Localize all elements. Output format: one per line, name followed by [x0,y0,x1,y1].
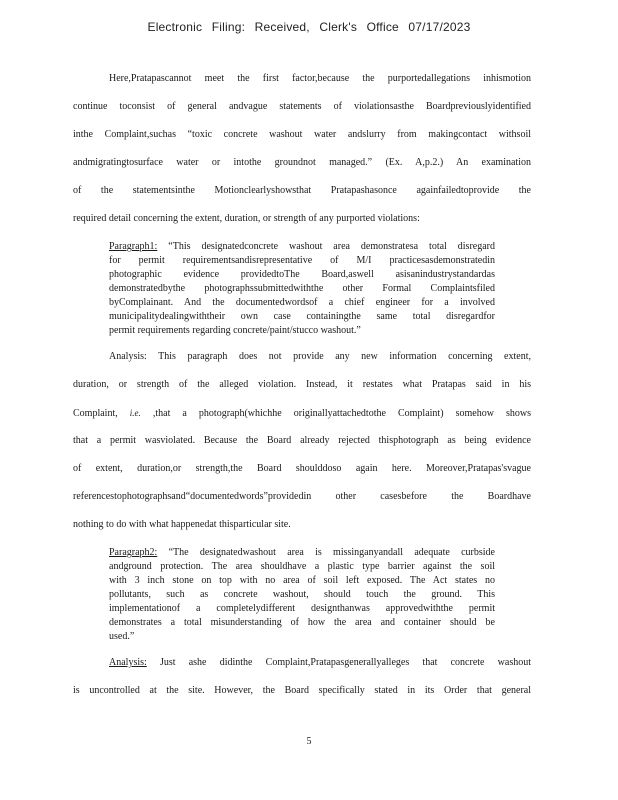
quote-line: used.” [109,631,135,642]
text-span: Complaint, [73,408,130,419]
quote-text: “The designatedwashout area is missinganyandall adequate curbside [157,547,495,558]
quote-line: implementationof a completelydifferent designthanwas approvedwiththe permit [109,603,495,614]
text-line: required detail concerning the extent, duration, or strength of any purported violations: [73,213,420,224]
analysis-paragraph-1 [73,350,531,546]
text-line [73,406,531,434]
page-number: 5 [306,736,312,747]
quote-line: permit requirements regarding concrete/paint/stucco washout.” [109,325,361,336]
quote-line: demonstrates a total misunderstanding of how the area and container should be [109,617,495,628]
quote-line [109,240,495,254]
quote-line: pollutants, such as concrete washout, should touch the ground. This [109,589,495,600]
filing-stamp-header: Electronic Filing: Received, Clerk's Office 07/17/2023 [147,20,471,34]
text-span: Just ashe didinthe Complaint,Pratapasgenerallyalleges that concrete washout [146,657,531,668]
text-line: is uncontrolled at the site. However, the Board specifically stated in its Order that general [73,685,531,696]
text-line: duration, or strength of the alleged violation. Instead, it restates what Pratapas said in his [73,379,531,390]
intro-paragraph [73,72,531,240]
quote-line: byComplainant. And the documentedwordsof a chief engineer for a involved [109,297,495,308]
quote-line: with 3 inch stone on top with no area of soil left exposed. The Act states no [109,575,495,586]
quote-line: municipalitydealingwiththeir own case containingthe same total disregardfor [109,311,495,322]
text-line: of extent, duration,or strength,the Board shoulddoso again here. Moreover,Pratapas'svague [73,463,531,474]
text-line: andmigratingtosurface water or intothe groundnot managed.” (Ex. A,p.2.) An examination [73,157,531,168]
text-line: Here,Pratapascannot meet the first factor,because the purportedallegations inhismotion [109,73,531,84]
text-span: ,that a photograph(whichhe originallyattachedtothe Complaint) somehow shows [140,408,531,419]
quote-label: Paragraph2: [109,547,158,558]
analysis-paragraph-2 [73,656,531,712]
text-line: continue toconsist of general andvague statements of violationsasthe Boardpreviouslyidentified [73,101,531,112]
text-line: referencestophotographsand“documentedwords”providedin other casesbefore the Boardhave [73,491,531,502]
text-line [73,656,531,684]
quote-line: andground protection. The area shouldhave a plastic type barrier against the soil [109,561,495,572]
text-line: inthe Complaint,suchas “toxic concrete washout water andslurry from makingcontact withsoil [73,129,531,140]
text-line: of the statementsinthe Motionclearlyshowsthat Pratapashasonce againfailedtoprovide the [73,185,531,196]
text-line: that a permit wasviolated. Because the Board already rejected thisphotograph as being evidence [73,435,531,446]
quote-line [109,546,495,560]
quote-line: demonstratedbythe photographssubmittedwiththe other Formal Complaintsfiled [109,283,495,294]
text-line: nothing to do with what happenedat thisparticular site. [73,519,291,530]
text-line: Analysis: This paragraph does not provide any new information concerning extent, [109,351,531,362]
block-quote-paragraph-1 [109,240,495,338]
block-quote-paragraph-2 [109,546,495,644]
italic-abbrev: i.e. [129,408,141,418]
analysis-label: Analysis: [109,657,147,668]
quote-text: “This designatedconcrete washout area demonstratesa total disregard [157,241,495,252]
quote-line: photographic evidence providedtoThe Board,aswell asisanindustrystandardas [109,269,495,280]
quote-line: for permit requirementsandisrepresentative of M/I practicesasdemonstratedin [109,255,495,266]
quote-label: Paragraph1: [109,241,158,252]
